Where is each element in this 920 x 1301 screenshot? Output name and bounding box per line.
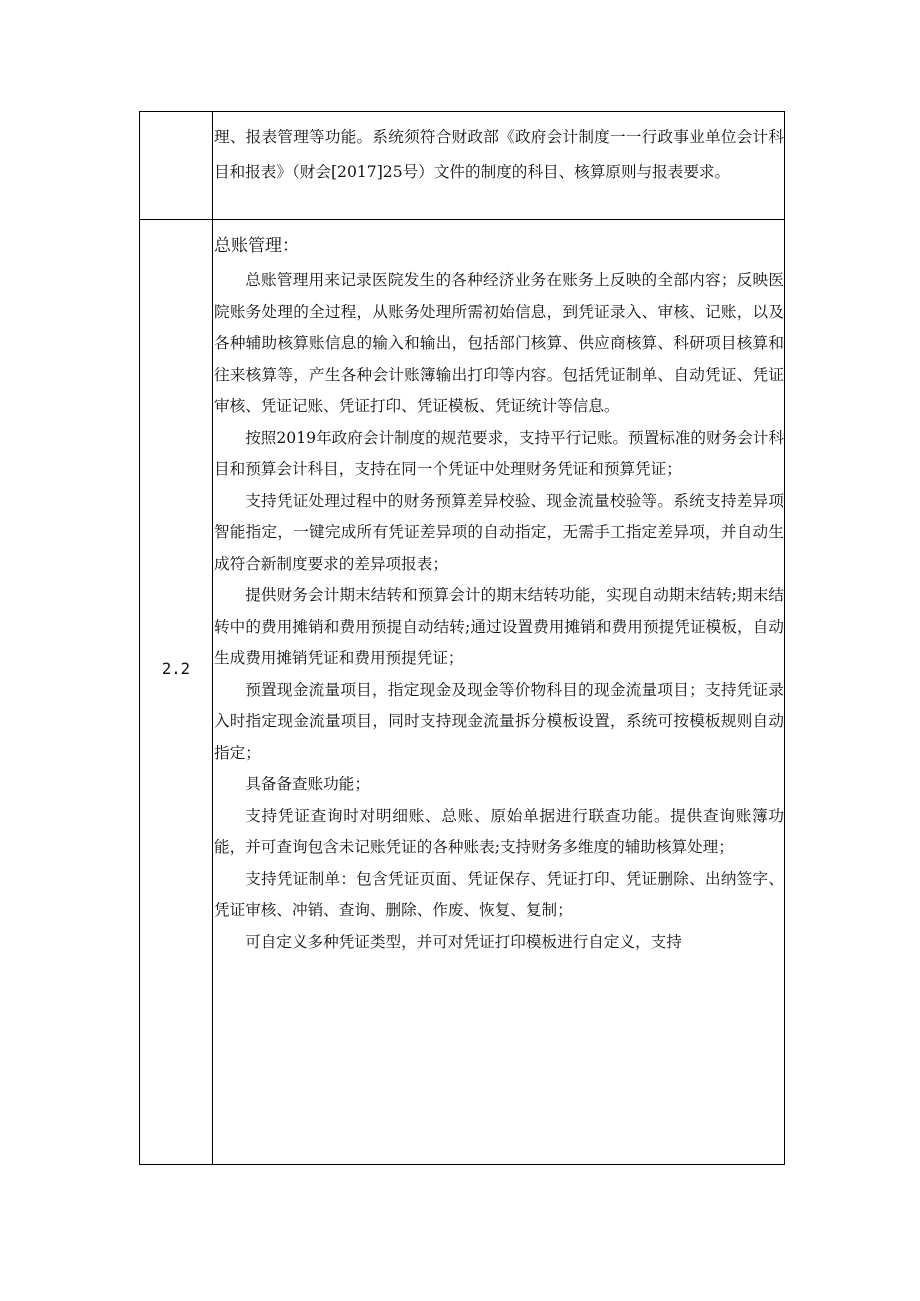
paragraph-4: 提供财务会计期末结转和预算会计的期末结转功能，实现自动期末结转;期末结转中的费用摊销和费用预提自动结转;通过设置费用摊销和费用预提凭证模板，自动生成费用摊销凭证和费用预提凭证； <box>214 586 784 667</box>
paragraph-7: 支持凭证查询时对明细账、总账、原始单据进行联查功能。提供查询账簿功能，并可查询包含未记账凭证的各种账表;支持财务多维度的辅助核算处理； <box>214 806 784 856</box>
row2-number-cell: 2.2 <box>161 660 191 678</box>
paragraph-5: 预置现金流量项目，指定现金及现金等价物科目的现金流量项目；支持凭证录入时指定现金流量项目，同时支持现金流量拆分模板设置，系统可按模板规则自动指定； <box>214 680 784 762</box>
paragraph-2: 按照2019年政府会计制度的规范要求，支持平行记账。预置标准的财务会计科目和预算会计科目，支持在同一个凭证中处理财务凭证和预算凭证； <box>214 428 784 478</box>
row-divider <box>140 219 784 220</box>
paragraph-8: 支持凭证制单：包含凭证页面、凭证保存、凭证打印、凭证删除、出纳签字、凭证审核、冲销、查询、删除、作废、恢复、复制； <box>214 869 784 919</box>
row1-content-cell <box>214 120 784 190</box>
row1-text: 理、报表管理等功能。系统须符合财政部《政府会计制度一一行政事业单位会计科目和报表》（财会[2017]25号）文件的制度的科目、核算原则与报表要求。 <box>214 128 784 181</box>
paragraph-9: 可自定义多种凭证类型，并可对凭证打印模板进行自定义，支持 <box>245 932 682 951</box>
section-heading: 总账管理： <box>214 236 299 256</box>
paragraph-3: 支持凭证处理过程中的财务预算差异校验、现金流量校验等。系统支持差异项智能指定，一键完成所有凭证差异项的自动指定，无需手工指定差异项，并自动生成符合新制度要求的差异项报表； <box>214 491 784 573</box>
column-divider <box>212 112 213 1164</box>
requirements-table <box>139 111 785 1165</box>
paragraph-6: 具备备查账功能； <box>245 775 370 793</box>
paragraph-1: 总账管理用来记录医院发生的各种经济业务在账务上反映的全部内容；反映医院账务处理的全过程，从账务处理所需初始信息，到凭证录入、审核、记账，以及各种辅助核算账信息的输入和输出，包括部门核算、供应商核算、科研项目核算和往来核算等，产生各种会计账簿输出打印等内容。包括凭证制单、自动凭证、凭证审核、凭证记账、凭证打印、凭证模板、凭证统计等信息。 <box>214 271 784 415</box>
row2-content-cell <box>214 230 784 958</box>
